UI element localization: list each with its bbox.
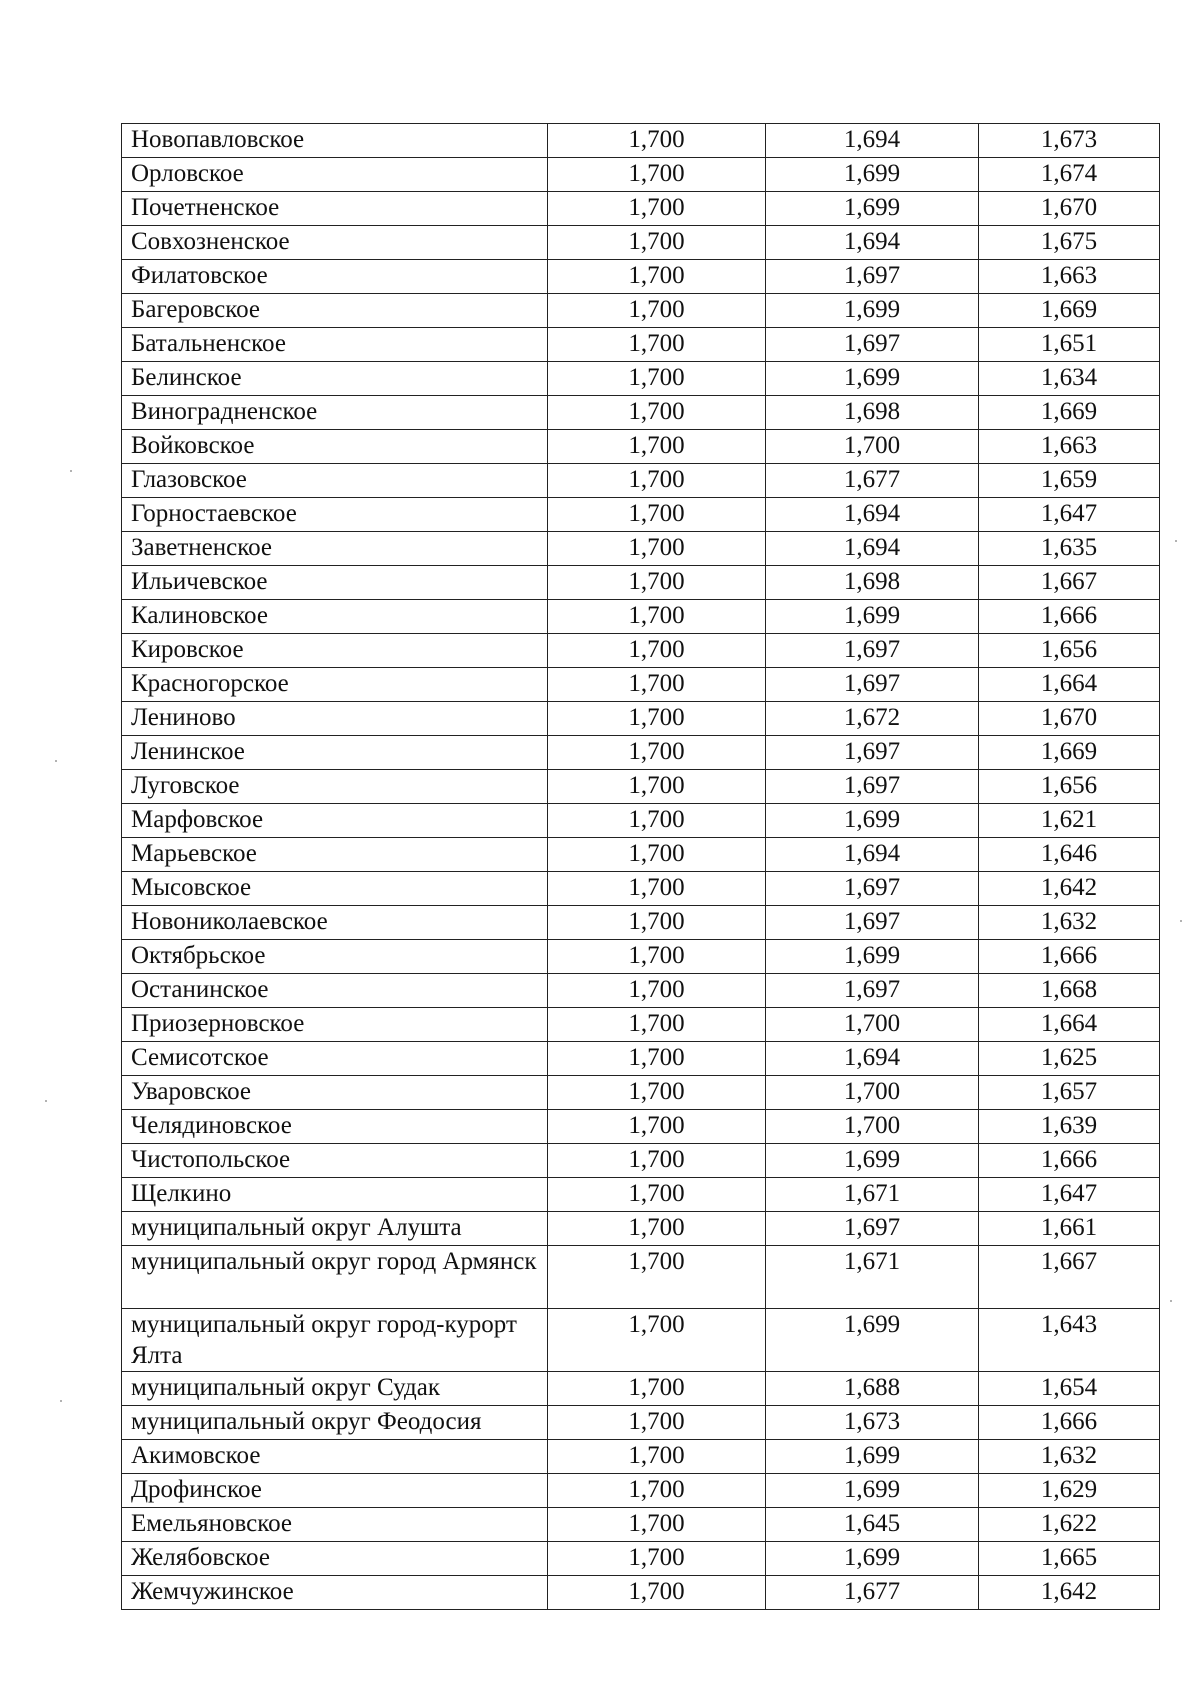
municipality-name-cell: Лениново bbox=[122, 702, 548, 736]
table-row bbox=[122, 430, 1160, 464]
value-cell-3: 1,656 bbox=[979, 634, 1160, 668]
value-cell-3: 1,646 bbox=[979, 838, 1160, 872]
value-cell-2: 1,697 bbox=[766, 974, 979, 1008]
value-cell-2: 1,671 bbox=[766, 1246, 979, 1309]
value-cell-2: 1,697 bbox=[766, 872, 979, 906]
value-cell-3: 1,670 bbox=[979, 702, 1160, 736]
value-cell-2: 1,700 bbox=[766, 1076, 979, 1110]
value-cell-2: 1,699 bbox=[766, 940, 979, 974]
value-cell-1: 1,700 bbox=[548, 1372, 766, 1406]
table-row bbox=[122, 1246, 1160, 1309]
value-cell-2: 1,677 bbox=[766, 464, 979, 498]
municipality-name-cell: Марфовское bbox=[122, 804, 548, 838]
table-row bbox=[122, 940, 1160, 974]
value-cell-3: 1,667 bbox=[979, 1246, 1160, 1309]
municipality-name-cell: Щелкино bbox=[122, 1178, 548, 1212]
value-cell-1: 1,700 bbox=[548, 872, 766, 906]
municipality-name-cell: муниципальный округ Алушта bbox=[122, 1212, 548, 1246]
table-row bbox=[122, 1008, 1160, 1042]
value-cell-3: 1,639 bbox=[979, 1110, 1160, 1144]
municipality-name-cell: Войковское bbox=[122, 430, 548, 464]
municipality-name-cell: Семисотское bbox=[122, 1042, 548, 1076]
value-cell-3: 1,666 bbox=[979, 940, 1160, 974]
value-cell-1: 1,700 bbox=[548, 1008, 766, 1042]
municipality-name-cell: Красногорское bbox=[122, 668, 548, 702]
value-cell-3: 1,647 bbox=[979, 1178, 1160, 1212]
value-cell-2: 1,694 bbox=[766, 838, 979, 872]
table-row bbox=[122, 736, 1160, 770]
table-row bbox=[122, 1212, 1160, 1246]
value-cell-3: 1,643 bbox=[979, 1309, 1160, 1372]
value-cell-2: 1,671 bbox=[766, 1178, 979, 1212]
value-cell-3: 1,666 bbox=[979, 1406, 1160, 1440]
value-cell-1: 1,700 bbox=[548, 838, 766, 872]
value-cell-3: 1,664 bbox=[979, 1008, 1160, 1042]
table-row bbox=[122, 634, 1160, 668]
value-cell-1: 1,700 bbox=[548, 668, 766, 702]
value-cell-3: 1,642 bbox=[979, 1576, 1160, 1610]
table-row bbox=[122, 1076, 1160, 1110]
table-row bbox=[122, 1042, 1160, 1076]
municipality-name-cell: Кировское bbox=[122, 634, 548, 668]
value-cell-1: 1,700 bbox=[548, 1212, 766, 1246]
value-cell-1: 1,700 bbox=[548, 158, 766, 192]
table-row bbox=[122, 124, 1160, 158]
municipality-name-cell: муниципальный округ город Армянск bbox=[122, 1246, 548, 1309]
table-row bbox=[122, 1440, 1160, 1474]
value-cell-3: 1,647 bbox=[979, 498, 1160, 532]
value-cell-1: 1,700 bbox=[548, 124, 766, 158]
municipality-name-cell: Калиновское bbox=[122, 600, 548, 634]
value-cell-3: 1,642 bbox=[979, 872, 1160, 906]
value-cell-3: 1,663 bbox=[979, 260, 1160, 294]
value-cell-1: 1,700 bbox=[548, 1406, 766, 1440]
value-cell-3: 1,666 bbox=[979, 600, 1160, 634]
value-cell-3: 1,621 bbox=[979, 804, 1160, 838]
table-row bbox=[122, 906, 1160, 940]
table-row bbox=[122, 396, 1160, 430]
table-row bbox=[122, 1372, 1160, 1406]
value-cell-1: 1,700 bbox=[548, 362, 766, 396]
value-cell-1: 1,700 bbox=[548, 940, 766, 974]
table-row bbox=[122, 362, 1160, 396]
municipality-name-cell: Жемчужинское bbox=[122, 1576, 548, 1610]
table-row bbox=[122, 804, 1160, 838]
value-cell-1: 1,700 bbox=[548, 328, 766, 362]
value-cell-2: 1,699 bbox=[766, 1440, 979, 1474]
value-cell-1: 1,700 bbox=[548, 974, 766, 1008]
value-cell-3: 1,654 bbox=[979, 1372, 1160, 1406]
municipality-name-cell: Глазовское bbox=[122, 464, 548, 498]
value-cell-2: 1,697 bbox=[766, 1212, 979, 1246]
scan-speck bbox=[1180, 920, 1182, 922]
value-cell-3: 1,668 bbox=[979, 974, 1160, 1008]
value-cell-1: 1,700 bbox=[548, 1474, 766, 1508]
value-cell-1: 1,700 bbox=[548, 634, 766, 668]
table-row bbox=[122, 294, 1160, 328]
table-row bbox=[122, 1474, 1160, 1508]
municipality-name-cell: Марьевское bbox=[122, 838, 548, 872]
value-cell-2: 1,694 bbox=[766, 532, 979, 566]
scan-speck bbox=[1170, 1300, 1172, 1302]
value-cell-2: 1,697 bbox=[766, 736, 979, 770]
municipality-name-cell: Уваровское bbox=[122, 1076, 548, 1110]
value-cell-3: 1,669 bbox=[979, 294, 1160, 328]
table-row bbox=[122, 192, 1160, 226]
value-cell-2: 1,672 bbox=[766, 702, 979, 736]
value-cell-1: 1,700 bbox=[548, 294, 766, 328]
table-row bbox=[122, 1178, 1160, 1212]
value-cell-1: 1,700 bbox=[548, 600, 766, 634]
municipality-name-cell: Почетненское bbox=[122, 192, 548, 226]
value-cell-2: 1,688 bbox=[766, 1372, 979, 1406]
value-cell-3: 1,674 bbox=[979, 158, 1160, 192]
value-cell-2: 1,697 bbox=[766, 260, 979, 294]
value-cell-2: 1,700 bbox=[766, 1110, 979, 1144]
value-cell-3: 1,669 bbox=[979, 736, 1160, 770]
table-row bbox=[122, 702, 1160, 736]
table-row bbox=[122, 158, 1160, 192]
value-cell-1: 1,700 bbox=[548, 1144, 766, 1178]
value-cell-2: 1,694 bbox=[766, 124, 979, 158]
value-cell-3: 1,657 bbox=[979, 1076, 1160, 1110]
municipality-name-cell: Горностаевское bbox=[122, 498, 548, 532]
value-cell-3: 1,625 bbox=[979, 1042, 1160, 1076]
value-cell-3: 1,632 bbox=[979, 906, 1160, 940]
value-cell-2: 1,694 bbox=[766, 226, 979, 260]
value-cell-2: 1,699 bbox=[766, 804, 979, 838]
value-cell-1: 1,700 bbox=[548, 1309, 766, 1372]
municipality-name-cell: муниципальный округ город-курорт Ялта bbox=[122, 1309, 548, 1372]
municipality-name-cell: Приозерновское bbox=[122, 1008, 548, 1042]
value-cell-1: 1,700 bbox=[548, 430, 766, 464]
value-cell-1: 1,700 bbox=[548, 566, 766, 600]
municipality-name-cell: Филатовское bbox=[122, 260, 548, 294]
municipality-name-cell: Виноградненское bbox=[122, 396, 548, 430]
table-row bbox=[122, 1542, 1160, 1576]
value-cell-1: 1,700 bbox=[548, 736, 766, 770]
value-cell-2: 1,699 bbox=[766, 192, 979, 226]
value-cell-3: 1,622 bbox=[979, 1508, 1160, 1542]
value-cell-3: 1,669 bbox=[979, 396, 1160, 430]
municipality-name-cell: муниципальный округ Судак bbox=[122, 1372, 548, 1406]
data-table bbox=[121, 123, 1160, 1610]
value-cell-3: 1,632 bbox=[979, 1440, 1160, 1474]
value-cell-1: 1,700 bbox=[548, 396, 766, 430]
municipality-name-cell: Челядиновское bbox=[122, 1110, 548, 1144]
scan-speck bbox=[70, 470, 72, 472]
value-cell-3: 1,634 bbox=[979, 362, 1160, 396]
value-cell-2: 1,694 bbox=[766, 498, 979, 532]
value-cell-2: 1,699 bbox=[766, 294, 979, 328]
value-cell-2: 1,698 bbox=[766, 566, 979, 600]
value-cell-3: 1,629 bbox=[979, 1474, 1160, 1508]
value-cell-3: 1,665 bbox=[979, 1542, 1160, 1576]
municipality-name-cell: Чистопольское bbox=[122, 1144, 548, 1178]
value-cell-2: 1,700 bbox=[766, 430, 979, 464]
municipality-name-cell: Батальненское bbox=[122, 328, 548, 362]
value-cell-1: 1,700 bbox=[548, 226, 766, 260]
value-cell-2: 1,699 bbox=[766, 1309, 979, 1372]
table-row bbox=[122, 1309, 1160, 1372]
municipality-name-cell: муниципальный округ Феодосия bbox=[122, 1406, 548, 1440]
value-cell-1: 1,700 bbox=[548, 498, 766, 532]
value-cell-1: 1,700 bbox=[548, 804, 766, 838]
municipality-name-cell: Багеровское bbox=[122, 294, 548, 328]
value-cell-1: 1,700 bbox=[548, 1576, 766, 1610]
value-cell-3: 1,659 bbox=[979, 464, 1160, 498]
value-cell-2: 1,700 bbox=[766, 1008, 979, 1042]
value-cell-1: 1,700 bbox=[548, 192, 766, 226]
municipality-name-cell: Новониколаевское bbox=[122, 906, 548, 940]
value-cell-3: 1,651 bbox=[979, 328, 1160, 362]
value-cell-1: 1,700 bbox=[548, 1246, 766, 1309]
table-row bbox=[122, 770, 1160, 804]
value-cell-3: 1,656 bbox=[979, 770, 1160, 804]
value-cell-2: 1,697 bbox=[766, 906, 979, 940]
value-cell-1: 1,700 bbox=[548, 1178, 766, 1212]
table-row bbox=[122, 532, 1160, 566]
municipality-name-cell: Белинское bbox=[122, 362, 548, 396]
value-cell-2: 1,697 bbox=[766, 634, 979, 668]
municipality-name-cell: Дрофинское bbox=[122, 1474, 548, 1508]
table-row bbox=[122, 260, 1160, 294]
table-row bbox=[122, 226, 1160, 260]
value-cell-2: 1,697 bbox=[766, 770, 979, 804]
value-cell-1: 1,700 bbox=[548, 260, 766, 294]
scan-speck bbox=[45, 1100, 47, 1102]
value-cell-2: 1,699 bbox=[766, 600, 979, 634]
municipality-name-cell: Орловское bbox=[122, 158, 548, 192]
table-row bbox=[122, 872, 1160, 906]
table-row bbox=[122, 1144, 1160, 1178]
municipality-name-cell: Заветненское bbox=[122, 532, 548, 566]
value-cell-2: 1,699 bbox=[766, 362, 979, 396]
municipality-name-cell: Ленинское bbox=[122, 736, 548, 770]
municipality-name-cell: Желябовское bbox=[122, 1542, 548, 1576]
value-cell-2: 1,677 bbox=[766, 1576, 979, 1610]
municipality-name-cell: Совхозненское bbox=[122, 226, 548, 260]
municipality-name-cell: Луговское bbox=[122, 770, 548, 804]
value-cell-3: 1,661 bbox=[979, 1212, 1160, 1246]
value-cell-1: 1,700 bbox=[548, 702, 766, 736]
value-cell-1: 1,700 bbox=[548, 464, 766, 498]
scan-speck bbox=[1175, 540, 1177, 542]
municipality-name-cell: Мысовское bbox=[122, 872, 548, 906]
value-cell-2: 1,673 bbox=[766, 1406, 979, 1440]
table-row bbox=[122, 464, 1160, 498]
municipality-name-cell: Новопавловское bbox=[122, 124, 548, 158]
table-row bbox=[122, 1406, 1160, 1440]
value-cell-3: 1,673 bbox=[979, 124, 1160, 158]
value-cell-1: 1,700 bbox=[548, 1508, 766, 1542]
value-cell-1: 1,700 bbox=[548, 1110, 766, 1144]
table-row bbox=[122, 668, 1160, 702]
value-cell-3: 1,635 bbox=[979, 532, 1160, 566]
value-cell-1: 1,700 bbox=[548, 1076, 766, 1110]
value-cell-2: 1,699 bbox=[766, 1144, 979, 1178]
table-row bbox=[122, 498, 1160, 532]
table-row bbox=[122, 838, 1160, 872]
value-cell-2: 1,699 bbox=[766, 1474, 979, 1508]
value-cell-3: 1,675 bbox=[979, 226, 1160, 260]
value-cell-2: 1,694 bbox=[766, 1042, 979, 1076]
municipality-name-cell: Останинское bbox=[122, 974, 548, 1008]
value-cell-1: 1,700 bbox=[548, 532, 766, 566]
table-row bbox=[122, 600, 1160, 634]
municipality-name-cell: Октябрьское bbox=[122, 940, 548, 974]
value-cell-3: 1,666 bbox=[979, 1144, 1160, 1178]
scan-speck bbox=[55, 760, 57, 762]
value-cell-3: 1,667 bbox=[979, 566, 1160, 600]
value-cell-2: 1,699 bbox=[766, 1542, 979, 1576]
municipality-name-cell: Емельяновское bbox=[122, 1508, 548, 1542]
municipality-name-cell: Акимовское bbox=[122, 1440, 548, 1474]
value-cell-2: 1,645 bbox=[766, 1508, 979, 1542]
value-cell-3: 1,663 bbox=[979, 430, 1160, 464]
table-row bbox=[122, 974, 1160, 1008]
value-cell-1: 1,700 bbox=[548, 1042, 766, 1076]
value-cell-1: 1,700 bbox=[548, 770, 766, 804]
table-row bbox=[122, 1576, 1160, 1610]
value-cell-2: 1,699 bbox=[766, 158, 979, 192]
table-row bbox=[122, 328, 1160, 362]
value-cell-2: 1,697 bbox=[766, 328, 979, 362]
scan-speck bbox=[60, 1400, 62, 1402]
value-cell-2: 1,697 bbox=[766, 668, 979, 702]
value-cell-3: 1,670 bbox=[979, 192, 1160, 226]
value-cell-3: 1,664 bbox=[979, 668, 1160, 702]
table-row bbox=[122, 1110, 1160, 1144]
table-row bbox=[122, 566, 1160, 600]
municipality-name-cell: Ильичевское bbox=[122, 566, 548, 600]
value-cell-1: 1,700 bbox=[548, 1440, 766, 1474]
value-cell-1: 1,700 bbox=[548, 1542, 766, 1576]
table-body bbox=[122, 124, 1160, 1610]
value-cell-1: 1,700 bbox=[548, 906, 766, 940]
value-cell-2: 1,698 bbox=[766, 396, 979, 430]
table-row bbox=[122, 1508, 1160, 1542]
